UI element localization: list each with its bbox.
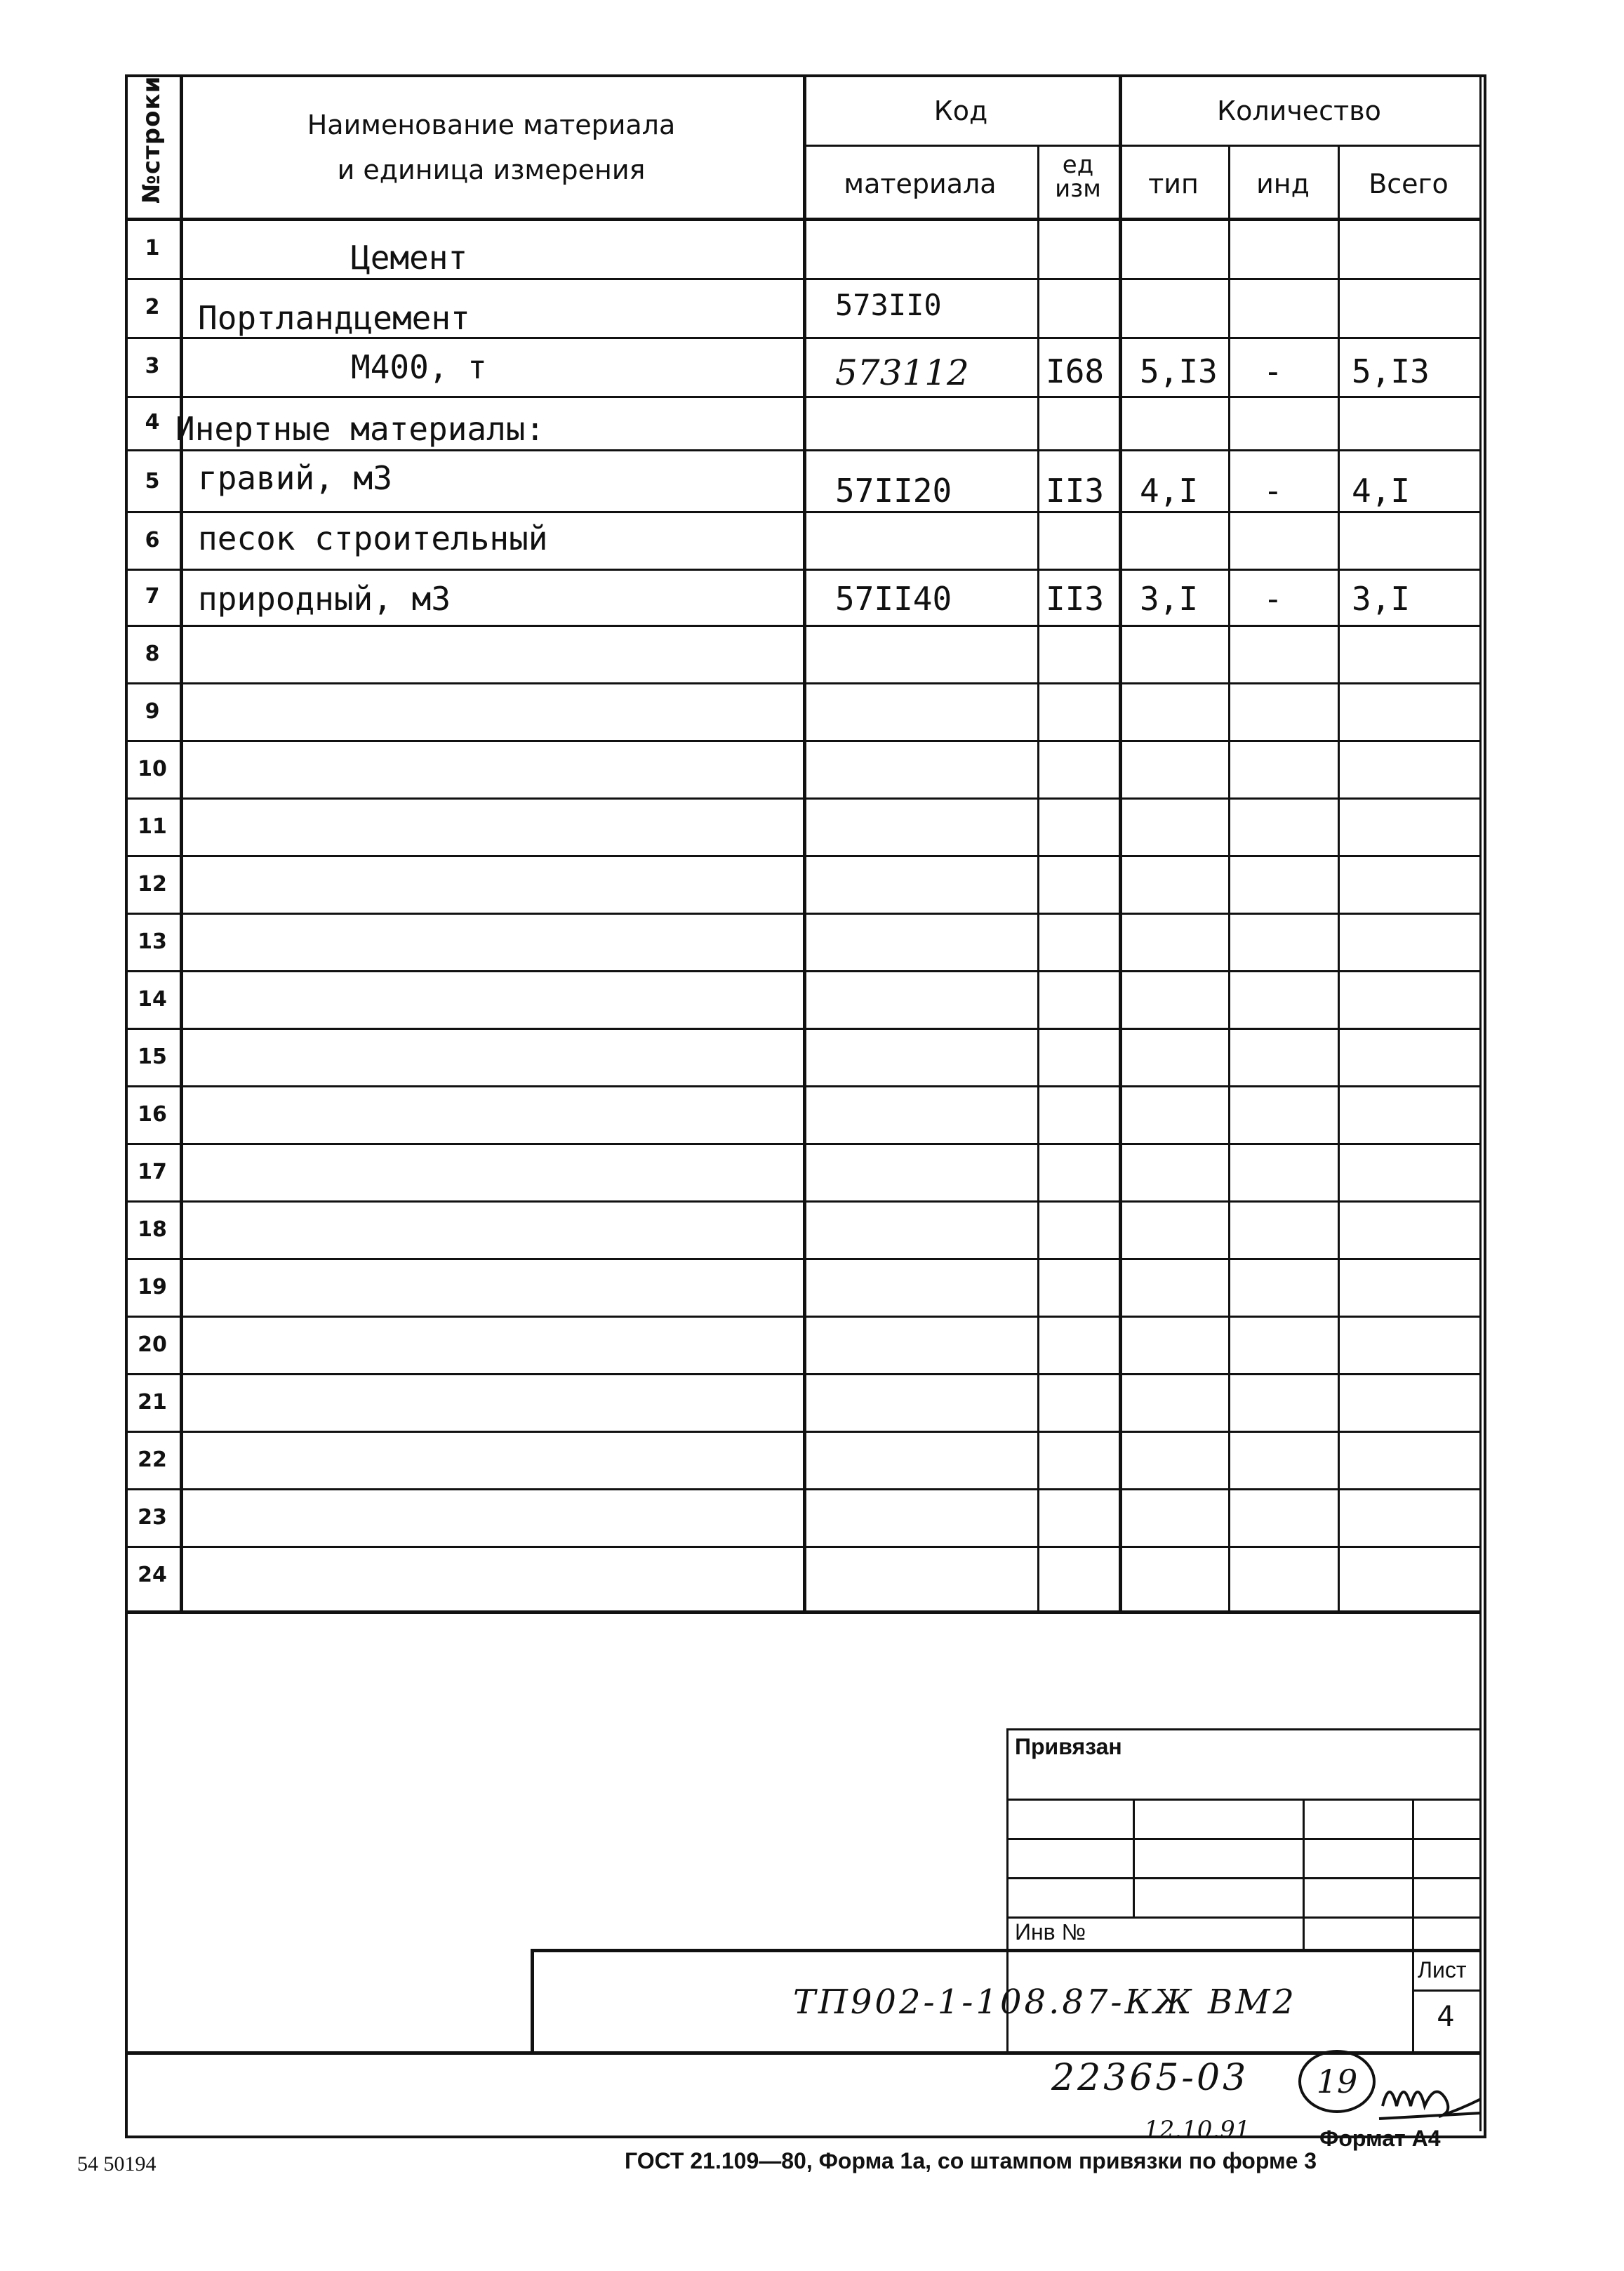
row-7-typ: 3,I — [1140, 580, 1199, 618]
row-number: 13 — [138, 929, 167, 954]
row-7-total: 3,I — [1352, 580, 1411, 618]
qty-group-header: Количество — [1217, 95, 1381, 126]
row-number: 19 — [138, 1275, 167, 1299]
name-header-line2: и единица измерения — [337, 154, 646, 185]
row-5-total: 4,I — [1352, 472, 1411, 510]
row-7-name: природный, м3 — [198, 580, 451, 618]
rownum-header: №строки — [138, 75, 166, 204]
binding-line — [1479, 74, 1482, 2131]
row-number: 4 — [145, 410, 160, 435]
row-number: 11 — [138, 814, 167, 839]
col-total-header: Всего — [1369, 168, 1449, 199]
row-3-name: М400, т — [351, 348, 487, 386]
row-7-code: 57II40 — [835, 580, 952, 618]
row-7-ind: - — [1263, 580, 1283, 618]
row-5-typ: 4,I — [1140, 472, 1199, 510]
row-6-name: песок строительный — [198, 519, 548, 557]
row-3-ind: - — [1263, 352, 1283, 390]
col-ind-header: инд — [1256, 168, 1310, 199]
row-7-unit: II3 — [1046, 580, 1105, 618]
row-3-total: 5,I3 — [1352, 352, 1430, 390]
row-5-name: гравий, м3 — [198, 459, 392, 497]
row-number: 21 — [138, 1390, 167, 1415]
row-number: 24 — [138, 1563, 167, 1587]
row-number: 15 — [138, 1045, 167, 1069]
row-number: 14 — [138, 987, 167, 1012]
circled-number: 19 — [1298, 2050, 1376, 2113]
row-2-code: 573II0 — [835, 288, 942, 322]
gost-footer: ГОСТ 21.109—80, Форма 1а, со штампом привязки по форме 3 — [625, 2148, 1317, 2173]
row-3-unit: I68 — [1046, 352, 1105, 390]
code-group-header: Код — [933, 95, 988, 126]
row-5-code: 57II20 — [835, 472, 952, 510]
date-note: 12.10.91 — [1144, 2116, 1251, 2144]
inv-no-label: Инв № — [1015, 1919, 1086, 1945]
row-number: 18 — [138, 1217, 167, 1242]
row-number: 5 — [145, 469, 160, 494]
row-1-name: Цемент — [351, 239, 468, 277]
row-number: 2 — [145, 295, 160, 319]
col-unit-header: ед изм — [1055, 151, 1101, 203]
row-3-typ: 5,I3 — [1140, 352, 1218, 390]
privyazan-label: Привязан — [1015, 1734, 1122, 1759]
row-number: 1 — [145, 236, 160, 260]
document-code: ТП902-1-108.87-КЖ ВМ2 — [793, 1982, 1297, 2022]
row-number: 9 — [145, 699, 160, 724]
row-number: 7 — [145, 584, 160, 609]
col-typ-header: тип — [1148, 168, 1199, 199]
row-number: 8 — [145, 642, 160, 666]
row-number: 20 — [138, 1332, 167, 1357]
row-number: 10 — [138, 757, 167, 781]
sheet-label: Лист — [1418, 1957, 1467, 1982]
col-material-header: материала — [844, 168, 997, 199]
row-5-ind: - — [1263, 472, 1283, 510]
row-number: 23 — [138, 1505, 167, 1530]
footer-code: 54 50194 — [77, 2152, 157, 2176]
row-number: 22 — [138, 1448, 167, 1472]
row-3-code: 573112 — [835, 352, 969, 393]
signature-icon — [1376, 2064, 1495, 2127]
row-number: 16 — [138, 1102, 167, 1127]
row-number: 12 — [138, 872, 167, 896]
format-label: Формат А4 — [1319, 2126, 1441, 2151]
row-number: 3 — [145, 354, 160, 378]
row-4-name: Инертные материалы: — [175, 410, 545, 448]
name-header-line1: Наименование материала — [307, 110, 676, 140]
sheet-number: 4 — [1437, 2001, 1455, 2033]
row-number: 17 — [138, 1160, 167, 1184]
handwritten-number: 22365-03 — [1051, 2057, 1249, 2099]
row-number: 6 — [145, 528, 160, 552]
row-2-name: Портландцемент — [198, 299, 470, 337]
row-5-unit: II3 — [1046, 472, 1105, 510]
